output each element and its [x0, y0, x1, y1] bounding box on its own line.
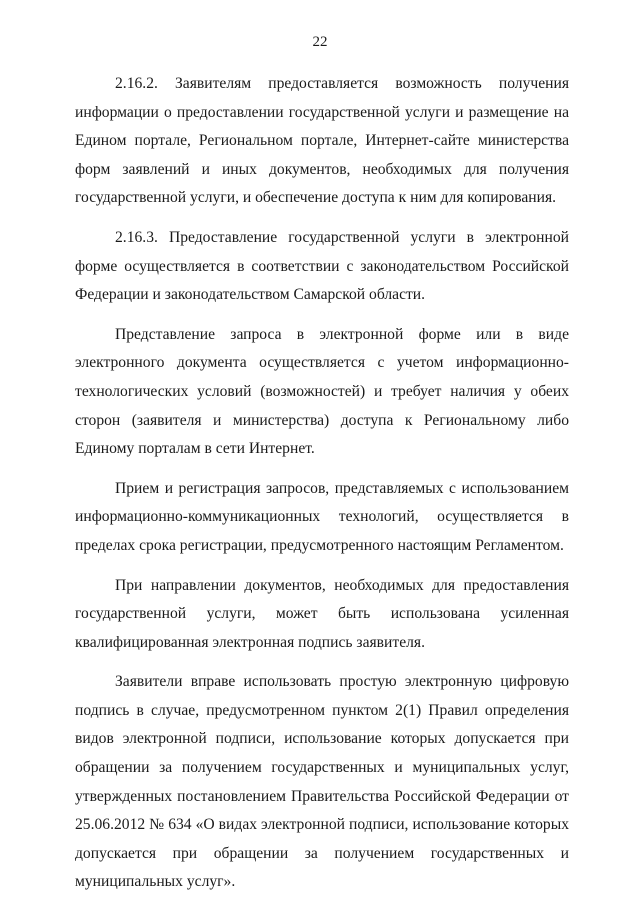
paragraph-request-registration: Прием и регистрация запросов, представляемых с использованием информационно-коммуникационных технологий, осуществляется в пределах срока регистрации, предусмотренного настоящим Регламентом.: [75, 479, 569, 554]
paragraph-2-16-2: 2.16.2. Заявителям предоставляется возможность получения информации о предоставлении государственной услуги и размещение на Едином портале, Региональном портале, Интернет-сайте министерства форм заявлений и иных документов, необходимых для получения государственной услуги, и обеспечение доступа к ним для копирования.: [75, 75, 569, 207]
paragraph-request-submission: Представление запроса в электронной форме или в виде электронного документа осуществляется с учетом информационно-технологических условий (возможностей) и требует наличия у обеих сторон (заявителя и министерства) доступа к Региональному либо Единому порталам в сети Интернет.: [75, 325, 569, 458]
paragraph-simple-signature: Заявители вправе использовать простую электронную цифровую подпись в случае, предусмотренном пунктом 2(1) Правил определения видов электронной подписи, использование которых допускается при обращении за получением государственных и муниципальных услуг, утвержденных постановлением Правительства Российской Федерации от 25.06.2012 № 634 «О видах электронной подписи, использование которых допускается при обращении за получением государственных и муниципальных услуг».: [75, 673, 569, 891]
document-body: [75, 70, 569, 908]
paragraph-2-16-3: 2.16.3. Предоставление государственной услуги в электронной форме осуществляется в соответствии с законодательством Российской Федерации и законодательством Самарской области.: [75, 228, 569, 304]
page-number: 22: [312, 34, 328, 50]
paragraph-qualified-signature: При направлении документов, необходимых для предоставления государственной услуги, может быть использована усиленная квалифицированная электронная подпись заявителя.: [75, 576, 569, 651]
